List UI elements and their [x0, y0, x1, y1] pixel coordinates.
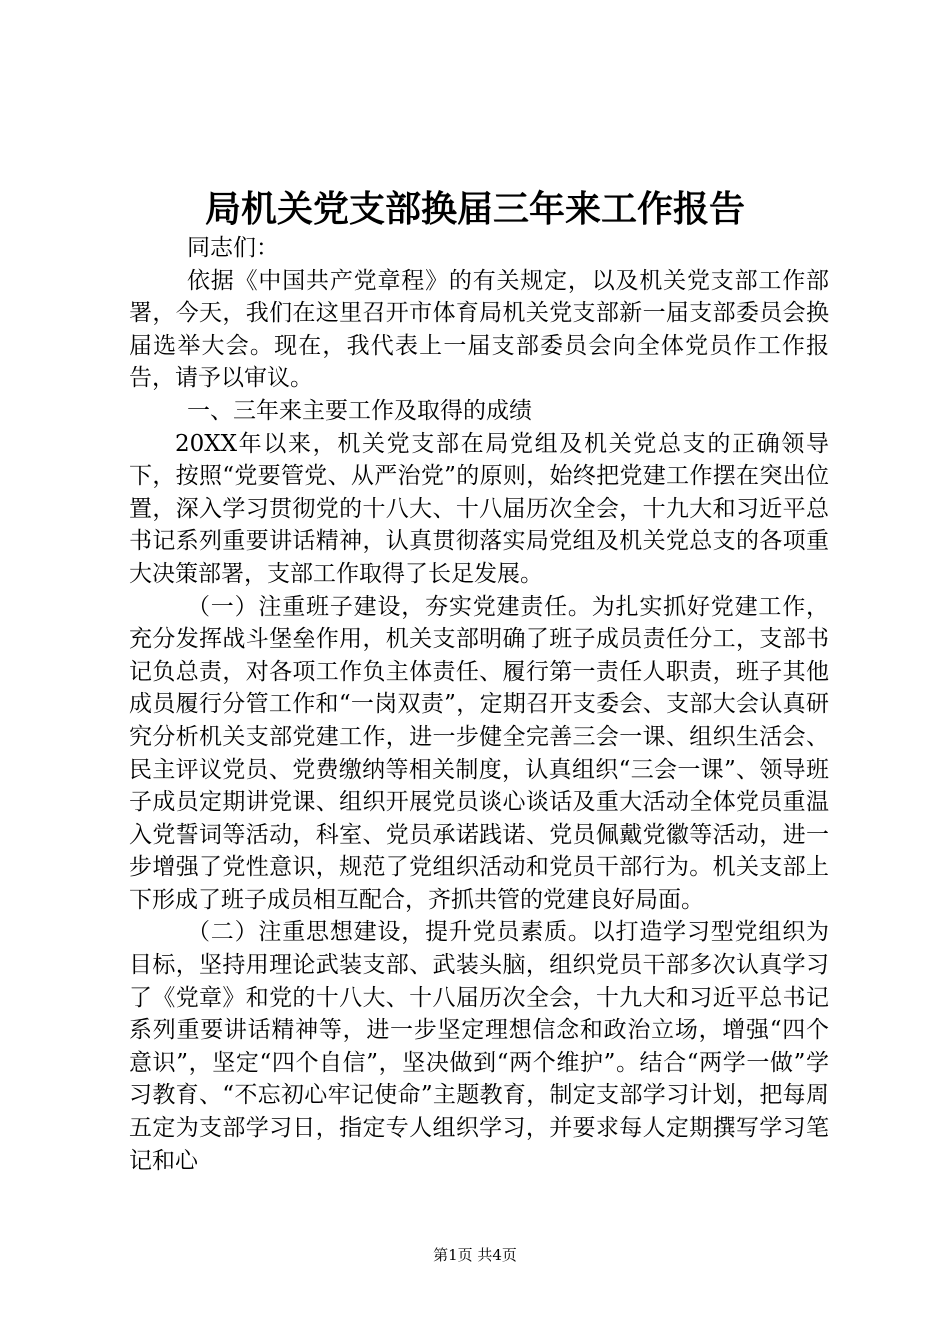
paragraph-overview: 20XX年以来，机关党支部在局党组及机关党总支的正确领导下，按照“党要管党、从严治党”的原则，始终把党建工作摆在突出位置，深入学习贯彻党的十八大、十八届历次全会，十九大和习近平总书记系列重要讲话精神，认真贯彻落实局党组及机关党总支的各项重大决策部署，支部工作取得了长足发展。 — [129, 430, 829, 587]
paragraph-team-building: （一）注重班子建设，夯实党建责任。为扎实抓好党建工作，充分发挥战斗堡垒作用，机关支部明确了班子成员责任分工，支部书记负总责，对各项工作负主体责任、履行第一责任人职责，班子其他成员履行分管工作和“一岗双责”，定期召开支委会、支部大会认真研究分析机关支部党建工作，进一步健全完善三会一课、组织生活会、民主评议党员、党费缴纳等相关制度，认真组织“三会一课”、领导班子成员定期讲党课、组织开展党员谈心谈话及重大活动全体党员重温入党誓词等活动，科室、党员承诺践诺、党员佩戴党徽等活动，进一步增强了党性意识，规范了党组织活动和党员干部行为。机关支部上下形成了班子成员相互配合，齐抓共管的党建良好局面。 — [129, 593, 829, 913]
document-body — [129, 232, 829, 1177]
paragraph-ideology-building: （二）注重思想建设，提升党员素质。以打造学习型党组织为目标，坚持用理论武装支部、武装头脑，组织党员干部多次认真学习了《党章》和党的十八大、十八届历次全会，十九大和习近平总书记系列重要讲话精神等，进一步坚定理想信念和政治立场，增强“四个意识”，坚定“四个自信”，坚决做到“两个维护”。结合“两学一做”学习教育、“不忘初心牢记使命”主题教育，制定支部学习计划，把每周五定为支部学习日，指定专人组织学习，并要求每人定期撰写学习笔记和心 — [129, 919, 829, 1174]
document-title: 局机关党支部换届三年来工作报告 — [204, 188, 745, 230]
page-number-footer: 第1页 共4页 — [433, 1246, 517, 1264]
salutation: 同志们： — [187, 235, 279, 261]
paragraph-intro: 依据《中国共产党章程》的有关规定，以及机关党支部工作部署，今天，我们在这里召开市体育局机关党支部新一届支部委员会换届选举大会。现在，我代表上一届支部委员会向全体党员作工作报告，请予以审议。 — [129, 267, 829, 392]
section-heading: 一、三年来主要工作及取得的成绩 — [187, 397, 532, 424]
